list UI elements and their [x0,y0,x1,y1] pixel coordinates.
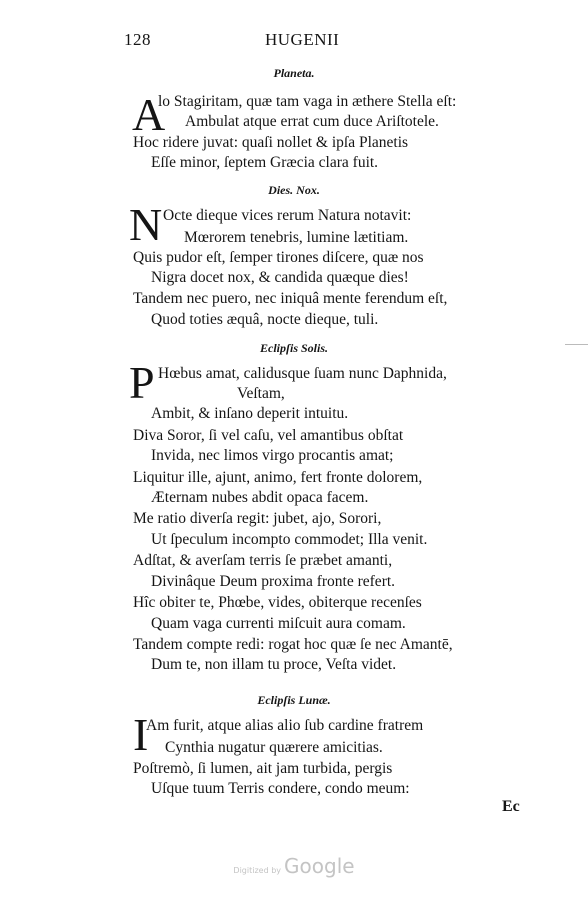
verse-line: Veſtam, [237,385,285,402]
drop-cap-a: A [132,89,166,140]
verse-line: Ambit, & inſano deperit intuitu. [151,405,349,422]
catchword: Ec [502,798,520,815]
verse-line: Liquitur ille, ajunt, animo, fert fronte dolorem, [133,469,423,486]
section-title-dies-nox: Dies. Nox. [268,183,320,197]
verse-line: lo Stagiritam, quæ tam vaga in æthere Stella eſt: [158,93,457,110]
verse-line: Quis pudor eſt, ſemper tirones diſcere, quæ nos [133,249,424,266]
verse-line: Ambulat atque errat cum duce Ariſtotele. [185,113,439,130]
verse-line: Tandem nec puero, nec iniquâ mente ferendum eſt, [133,290,448,307]
verse-line: Hîc obiter te, Phœbe, vides, obiterque recenſes [133,594,422,611]
section-title-eclipsis-lunae: Eclipſis Lunæ. [257,693,331,707]
verse-line: Dum te, non illam tu proce, Veſta videt. [151,656,397,673]
drop-cap-i: I [133,709,149,760]
verse-line: Octe dieque vices rerum Natura notavit: [163,207,412,224]
verse-line: Hoc ridere juvat: quaſi nollet & ipſa Planetis [133,134,409,151]
verse-line: Invida, nec limos virgo procantis amat; [151,447,394,464]
section-title-eclipsis-solis: Eclipſis Solis. [259,341,328,355]
verse-line: Tandem compte redi: rogat hoc quæ ſe nec Amantē, [133,636,453,653]
verse-line: Cynthia nugatur quærere amicitias. [165,739,383,756]
verse-line: Divinâque Deum proxima fronte refert. [151,573,396,590]
verse-line: Am furit, atque alias alio ſub cardine fratrem [146,717,424,734]
verse-line: Æternam nubes abdit opaca facem. [151,489,369,506]
watermark-caption: Digitized by [233,866,282,875]
verse-line: Poſtremò, ſi lumen, ait jam turbida, pergis [133,760,393,777]
verse-line: Quam vaga currenti miſcuit aura comam. [151,615,406,632]
verse-line: Uſque tuum Terris condere, condo meum: [151,780,410,797]
verse-line: Ut ſpeculum incompto commodet; Illa venit. [151,531,428,548]
page-number: 128 [124,30,151,49]
verse-line: Me ratio diverſa regit: jubet, ajo, Sorori, [133,510,382,527]
google-watermark [0,854,588,878]
verse-line: Hœbus amat, calidusque ſuam nunc Daphnida, [158,365,447,382]
verse-line: Eſſe minor, ſeptem Græcia clara fuit. [151,154,379,171]
verse-line: Mœrorem tenebris, lumine lætitiam. [184,229,409,246]
verse-line: Nigra docet nox, & candida quæque dies! [151,269,409,286]
verse-line: Adſtat, & averſam terris ſe præbet amanti, [133,552,393,569]
google-logo: Google [284,854,355,878]
drop-cap-p: P [129,357,155,408]
drop-cap-n: N [129,199,163,250]
verse-line: Diva Soror, ſi vel caſu, vel amantibus obſtat [133,427,404,444]
verse-line: Quod toties æquâ, nocte dieque, tuli. [151,311,379,328]
section-title-planeta: Planeta. [273,66,315,80]
running-title: HUGENII [265,30,340,49]
